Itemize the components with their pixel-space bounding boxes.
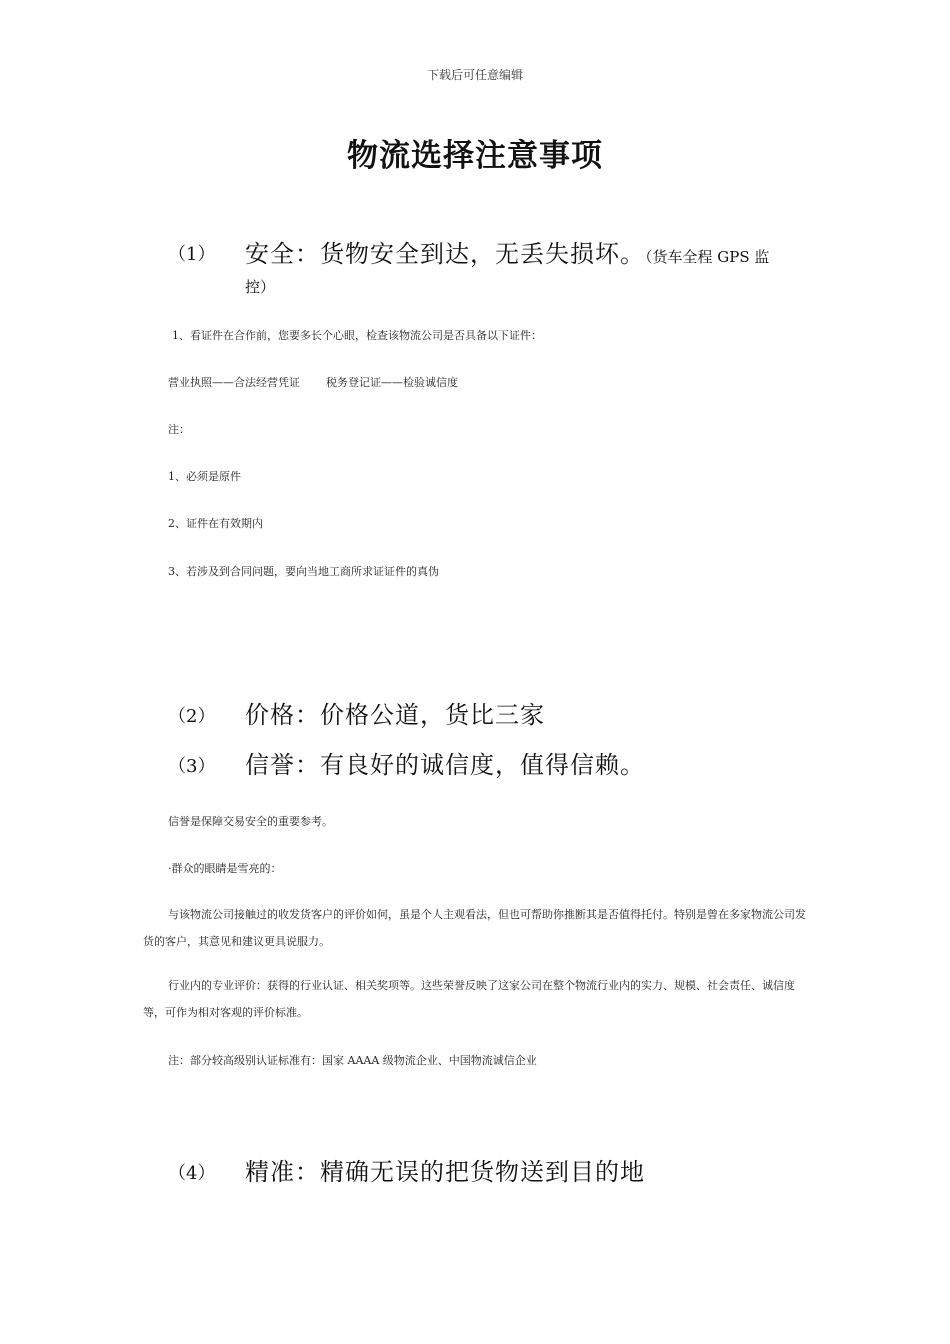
- license-line: [168, 374, 458, 390]
- section-1-note-continuation: 控）: [245, 278, 276, 296]
- section-3-heading: 信誉：有良好的诚信度，值得信赖。: [245, 751, 645, 779]
- industry-evaluation-paragraph: 行业内的专业评价：获得的行业认证、相关奖项等。这些荣誉反映了这家公司在整个物流行业内的实力、规模、社会责任、诚信度等，可作为相对客观的评价标准。: [143, 979, 795, 1019]
- section-1-note: （货车全程 GPS 监: [645, 248, 770, 266]
- section-4-heading: 精准：精确无误的把货物送到目的地: [245, 1158, 645, 1186]
- section-2-heading: 价格：价格公道，货比三家: [245, 701, 545, 729]
- public-opinion-label: ·群众的眼睛是雪亮的：: [168, 862, 282, 875]
- section-4-number: （4）: [168, 1163, 216, 1184]
- customer-review-paragraph: 与该物流公司接触过的收发货客户的评价如何，虽是个人主观看法，但也可帮助你推断其是否值得托付。特别是曾在多家物流公司发货的客户，其意见和建议更具说服力。: [143, 908, 806, 948]
- list-item: 1、必须是原件: [168, 470, 241, 483]
- reputation-intro: 信誉是保障交易安全的重要参考。: [168, 815, 333, 828]
- certification-note: 注：部分较高级别认证标准有：国家 AAAA 级物流企业、中国物流诚信企业: [168, 1054, 537, 1067]
- section-2-number: （2）: [168, 706, 216, 727]
- note-label: 注：: [168, 423, 190, 436]
- list-item: 3、若涉及到合同问题，要向当地工商所求证证件的真伪: [168, 565, 439, 578]
- section-1-number: （1）: [168, 244, 216, 265]
- section-3-number: （3）: [168, 756, 216, 777]
- business-license: 营业执照——合法经营凭证: [168, 376, 300, 389]
- section-1-heading-text: 安全：货物安全到达，无丢失损坏。: [245, 240, 645, 268]
- page-header: 下载后可任意编辑: [426, 68, 523, 82]
- list-item: 2、证件在有效期内: [168, 517, 263, 530]
- section-1-heading: [245, 234, 769, 269]
- section-1-intro: 1、看证件在合作前，您要多长个心眼，检查该物流公司是否具备以下证件：: [172, 329, 542, 342]
- page-title: 物流选择注意事项: [347, 138, 603, 174]
- tax-registration: 税务登记证——检验诚信度: [326, 376, 458, 389]
